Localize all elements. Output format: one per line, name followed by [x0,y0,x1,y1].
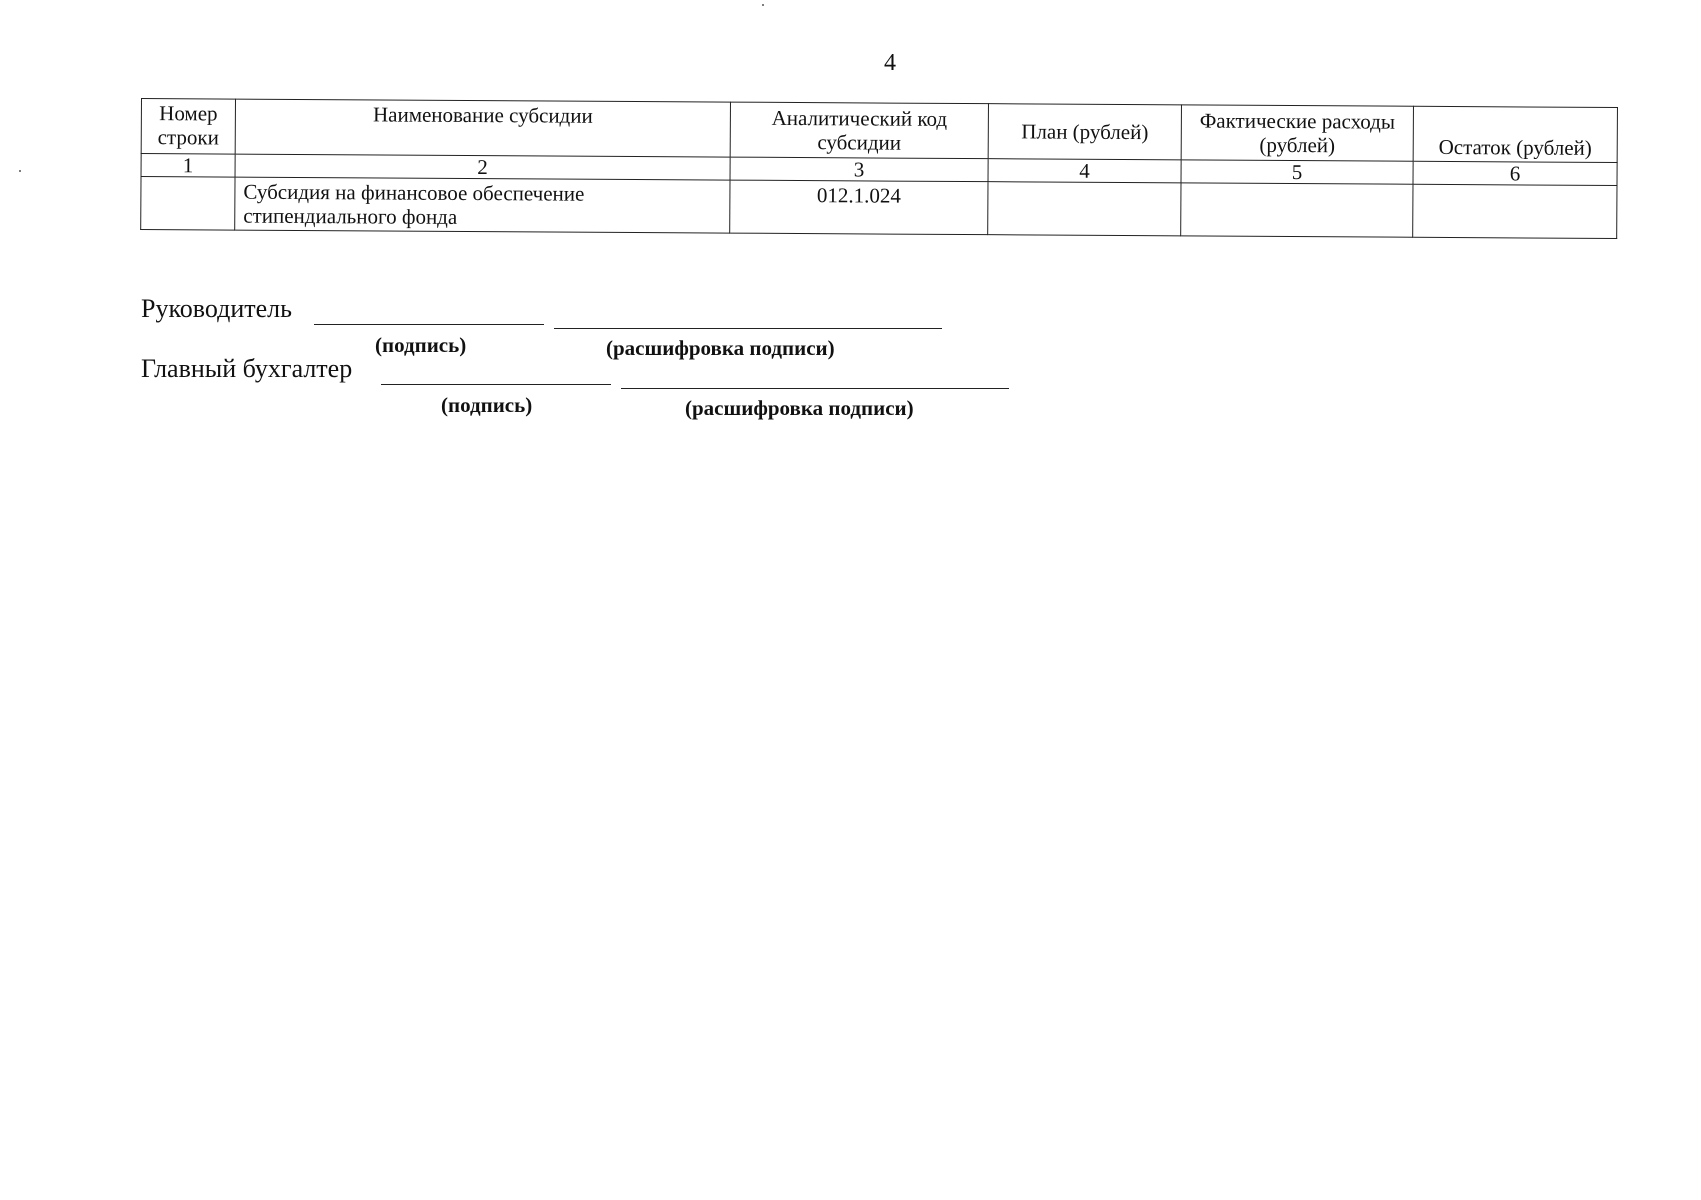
chief-accountant-role-label: Главный бухгалтер [141,354,353,383]
header-subsidy-name: Наименование субсидии [235,99,730,157]
head-decoding-caption: (расшифровка подписи) [606,336,835,360]
table-row [141,177,1617,239]
chief-accountant-decoding-caption: (расшифровка подписи) [685,396,914,420]
cell-analytic-code: 012.1.024 [730,180,988,235]
head-decoding-blank [554,328,942,329]
chief-accountant-signature-blank [381,384,611,385]
cell-plan [988,182,1181,236]
cell-subsidy-name: Субсидия на финансовое обеспечение стипендиального фонда [235,177,730,233]
cell-row-number [141,177,235,231]
scan-speck [762,4,764,6]
head-role-label: Руководитель [141,294,292,323]
subsidy-table-container [140,98,1617,239]
head-signature-blank [314,324,544,325]
column-number: 4 [988,159,1181,183]
scan-speck [19,170,21,172]
column-number: 1 [141,154,235,178]
header-remainder: Остаток (рублей) [1413,106,1617,162]
header-analytic-code: Аналитический код субсидии [730,102,988,159]
head-signature-caption: (подпись) [375,333,467,357]
cell-actual-expenses [1181,183,1413,238]
table-header-row [141,99,1617,163]
page-number: 4 [884,50,896,76]
header-plan: План (рублей) [988,104,1181,160]
header-actual-expenses: Фактические расходы (рублей) [1181,105,1413,161]
column-number: 5 [1181,160,1413,184]
column-number: 2 [235,154,730,180]
column-number: 3 [730,157,988,182]
header-row-number: Номер строки [141,99,235,155]
cell-remainder [1413,184,1617,239]
subsidy-table [140,98,1618,239]
chief-accountant-decoding-blank [621,388,1009,389]
column-number: 6 [1413,161,1617,185]
chief-accountant-signature-caption: (подпись) [441,393,533,417]
